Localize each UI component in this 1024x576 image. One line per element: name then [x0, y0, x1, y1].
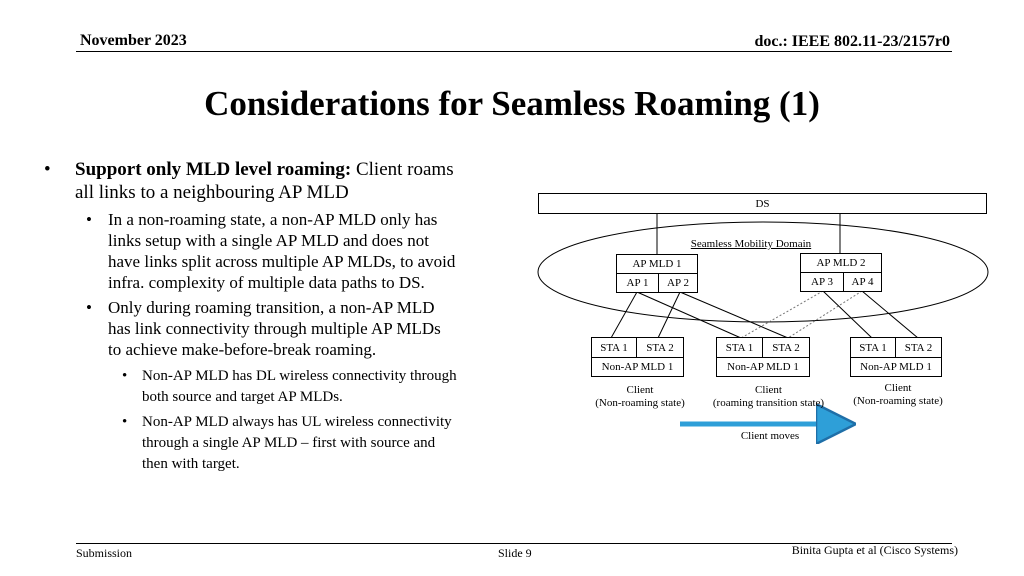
text-line: both source and target AP MLDs. [142, 389, 343, 405]
text-line: Non-AP MLD always has UL wireless connectivity [142, 414, 452, 430]
client-label: Client [884, 382, 912, 394]
client3-sta2-box: STA 2 [895, 337, 942, 358]
client-moves-label: Client moves [740, 430, 800, 442]
ds-box: DS [538, 193, 987, 214]
link-line [658, 292, 680, 338]
client2-sta1-box: STA 1 [716, 337, 763, 358]
mobility-domain-ellipse [538, 222, 988, 322]
bullet-main-line2: all links to a neighbouring AP MLD [75, 182, 349, 203]
link-line [680, 292, 788, 338]
client1-sta2-box: STA 2 [636, 337, 684, 358]
text-line: to achieve make-before-break roaming. [108, 340, 377, 359]
link-line-dashed [788, 291, 862, 338]
client3-label [838, 382, 958, 408]
text-line: In a non-roaming state, a non-AP MLD only has [108, 210, 438, 229]
bullet-main-bold: Support only MLD level roaming: [75, 159, 352, 180]
text-line: have links split across multiple AP MLDs, to avoid [108, 252, 456, 271]
text-line: through a single AP MLD – first with source and [142, 435, 436, 451]
client1-mld-box: Non-AP MLD 1 [591, 357, 684, 377]
footer-author: Binita Gupta et al (Cisco Systems) [791, 543, 958, 557]
client-state: (Non-roaming state) [853, 395, 943, 407]
header-date: November 2023 [80, 32, 187, 49]
text-line: has link connectivity through multiple AP MLDs [108, 319, 441, 338]
bullet-marker: • [122, 368, 128, 384]
client1-sta1-box: STA 1 [591, 337, 637, 358]
bullet-marker: • [86, 210, 92, 229]
ap-mld-2-box: AP MLD 2 [800, 253, 882, 273]
link-line [611, 292, 637, 338]
ap-3-box: AP 3 [800, 272, 844, 292]
client1-label [580, 384, 700, 410]
link-line-dashed [741, 291, 823, 338]
client2-label [696, 384, 841, 410]
client3-sta1-box: STA 1 [850, 337, 896, 358]
slide-title: Considerations for Seamless Roaming (1) [204, 84, 820, 123]
ap-2-box: AP 2 [658, 273, 698, 293]
ap-4-box: AP 4 [843, 272, 882, 292]
text-line: then with target. [142, 456, 240, 472]
header-doc-id: doc.: IEEE 802.11-23/2157r0 [754, 33, 950, 50]
footer-submission: Submission [76, 546, 133, 560]
bullet-marker: • [86, 298, 92, 317]
text-line: infra. complexity of multiple data paths to DS. [108, 273, 425, 292]
client-label: Client [626, 384, 654, 396]
text-line: links setup with a single AP MLD and does not [108, 231, 429, 250]
text-line: Only during roaming transition, a non-AP MLD [108, 298, 435, 317]
link-line [637, 292, 741, 338]
link-line [823, 291, 872, 338]
client-state: (roaming transition state) [712, 397, 825, 409]
mobility-domain-label: Seamless Mobility Domain [690, 238, 812, 250]
client3-mld-box: Non-AP MLD 1 [850, 357, 942, 377]
bullet-marker: • [122, 414, 128, 430]
bullet-marker: • [44, 159, 51, 180]
link-line [862, 291, 918, 338]
client-state: (Non-roaming state) [595, 397, 685, 409]
footer-slide-number: Slide 9 [498, 546, 532, 560]
text-line: Non-AP MLD has DL wireless connectivity through [142, 368, 457, 384]
ap-1-box: AP 1 [616, 273, 659, 293]
client2-sta2-box: STA 2 [762, 337, 810, 358]
ap-mld-1-box: AP MLD 1 [616, 254, 698, 274]
bullet-main-rest: Client roams [351, 159, 454, 180]
client-label: Client [755, 384, 782, 396]
client2-mld-box: Non-AP MLD 1 [716, 357, 810, 377]
